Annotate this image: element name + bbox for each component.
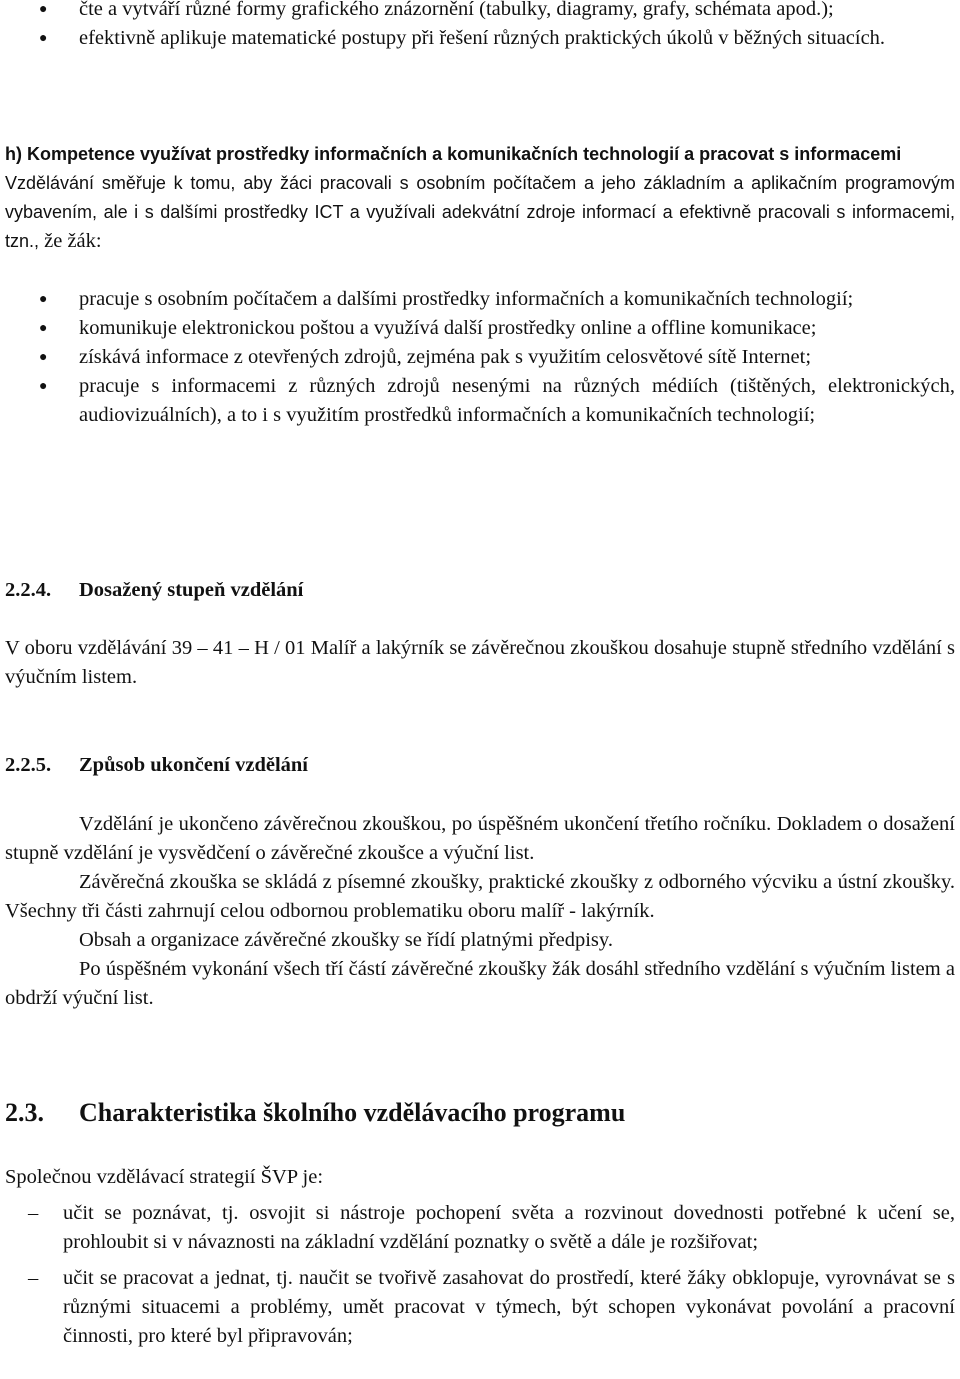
- competence-h-list: [5, 285, 955, 430]
- paragraph: Po úspěšném vykonání všech tří částí závěrečné zkoušky žák dosáhl středního vzdělání s výučním listem a obdrží výuční list.: [5, 958, 955, 1009]
- paragraph: Závěrečná zkouška se skládá z písemné zkoušky, praktické zkoušky z odborného výcviku a ústní zkoušky. Všechny tři části zahrnují celou odbornou problematiku oboru malíř - lakýrník.: [5, 871, 955, 922]
- bullet-icon: ●: [39, 350, 48, 365]
- section-224-heading: 2.2.4. Dosažený stupeň vzdělání: [5, 579, 304, 601]
- bullet-icon: ●: [39, 379, 48, 394]
- top-bullet-list: [5, 0, 955, 53]
- dash-icon: –: [28, 1202, 39, 1224]
- section-23-list: [5, 1199, 955, 1351]
- dash-icon: –: [28, 1267, 39, 1289]
- list-item: ● získává informace z otevřených zdrojů, zejména pak s využitím celosvětové sítě Internet;: [5, 343, 955, 372]
- paragraph: Vzdělání je ukončeno závěrečnou zkouškou, po úspěšném ukončení třetího ročníku. Dokladem o dosažení stupně vzdělání je vysvědčení o závěrečné zkoušce a výuční list.: [5, 813, 955, 864]
- bullet-icon: ●: [39, 292, 48, 307]
- list-item: – učit se poznávat, tj. osvojit si nástroje pochopení světa a rozvinout dovednosti potřebné k učení se, prohloubit si v návaznosti na základní vzdělání poznatky o světě a dále je rozšiřovat;: [5, 1199, 955, 1257]
- list-item: ● efektivně aplikuje matematické postupy při řešení různých praktických úkolů v běžných situacích.: [5, 24, 955, 53]
- paragraph: Obsah a organizace závěrečné zkoušky se řídí platnými předpisy.: [79, 929, 613, 951]
- competence-h-block: [5, 140, 955, 256]
- list-item: ● pracuje s informacemi z různých zdrojů nesenými na různých médiích (tištěných, elektronických, audiovizuálních), a to i s využitím prostředků informačních a komunikačních technologií;: [5, 372, 955, 430]
- competence-h-intro: Vzdělávání směřuje k tomu, aby žáci pracovali s osobním počítačem a jeho základním a aplikačním programovým vybavením, ale i s dalšími prostředky ICT a využívali adekvátní zdroje informací a efektivně pracovali s informacemi, tzn., že žák:: [5, 173, 955, 252]
- bullet-icon: ●: [39, 31, 48, 46]
- section-225-body: [5, 810, 955, 1013]
- competence-h-heading: h) Kompetence využívat prostředky informačních a komunikačních technologií a pracovat s informacemi: [5, 144, 902, 164]
- list-item: ● pracuje s osobním počítačem a dalšími prostředky informačních a komunikačních technologií;: [5, 285, 955, 314]
- bullet-icon: ●: [39, 321, 48, 336]
- section-224-text: V oboru vzdělávání 39 – 41 – H / 01 Malíř a lakýrník se závěrečnou zkouškou dosahuje stupně středního vzdělání s výučním listem.: [5, 637, 955, 688]
- list-item: – učit se pracovat a jednat, tj. naučit se tvořivě zasahovat do prostředí, které žáky obklopuje, vyrovnávat se s různými situacemi a problémy, umět pracovat v týmech, být schopen vykonávat povolání a pracovní činnosti, pro které byl připravován;: [5, 1264, 955, 1351]
- section-23-intro: Společnou vzdělávací strategií ŠVP je:: [5, 1166, 324, 1188]
- bullet-icon: ●: [39, 2, 48, 17]
- section-225-heading: 2.2.5. Způsob ukončení vzdělání: [5, 754, 308, 776]
- list-item: ● komunikuje elektronickou poštou a využívá další prostředky online a offline komunikace;: [5, 314, 955, 343]
- list-item: ● čte a vytváří různé formy grafického znázornění (tabulky, diagramy, grafy, schémata apod.);: [5, 0, 955, 24]
- section-23-heading: 2.3. Charakteristika školního vzdělávacího programu: [5, 1098, 626, 1127]
